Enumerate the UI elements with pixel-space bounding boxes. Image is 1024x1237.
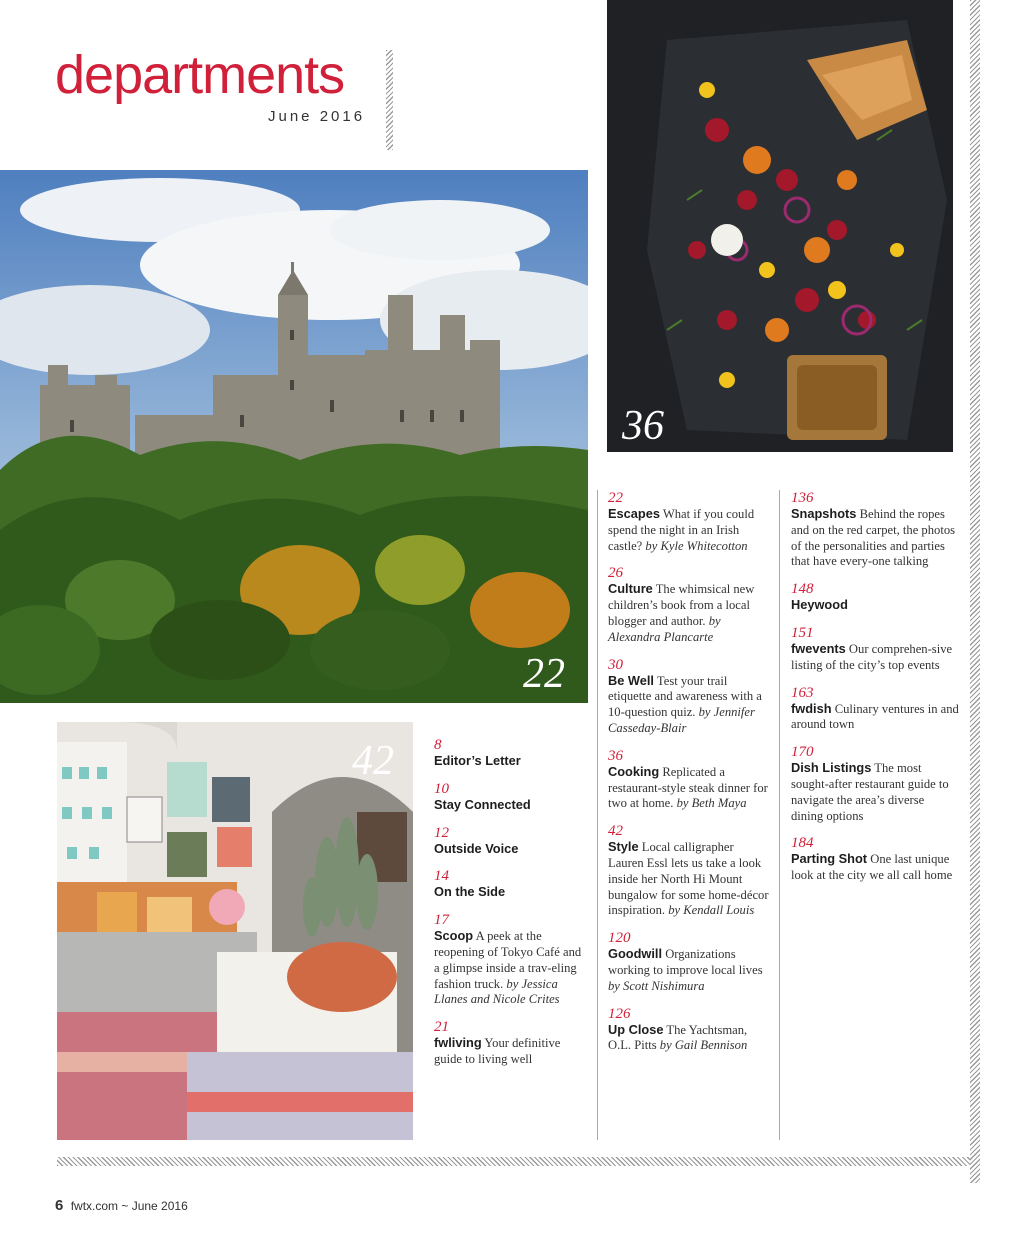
toc-department-name: Dish Listings (791, 760, 872, 776)
toc-page-number: 148 (791, 581, 814, 598)
toc-department-name: On the Side (434, 884, 506, 900)
footer-hatch-rule (57, 1157, 970, 1166)
toc-entry[interactable] (608, 930, 770, 994)
toc-description: A peek at the reopening of Tokyo Café and a glimpse inside a trav-eling fashion truck. (434, 929, 582, 991)
toc-entry[interactable] (791, 625, 959, 674)
toc-page-number: 136 (791, 490, 814, 506)
toc-department-name: fwevents (791, 640, 846, 656)
toc-description: The whimsical new children’s book from a local blogger and author. (608, 582, 755, 628)
toc-department-name: Snapshots (791, 506, 857, 521)
toc-department-name: fwdish (791, 700, 832, 716)
home-photo[interactable] (57, 722, 413, 1140)
footer-text: fwtx.com ~ June 2016 (70, 1199, 188, 1213)
food-illustration (607, 0, 953, 452)
toc-entry[interactable] (791, 835, 959, 884)
toc-department-name: Goodwill (608, 946, 663, 962)
toc-department-name: Scoop (434, 928, 474, 944)
toc-department-name: Culture (608, 581, 653, 597)
toc-department-name: Parting Shot (791, 851, 868, 867)
toc-department-name: Escapes (608, 506, 660, 521)
castle-page-number: 22 (523, 651, 565, 697)
toc-entry[interactable] (791, 685, 959, 734)
toc-entry[interactable] (791, 490, 959, 570)
toc-entry[interactable] (434, 781, 584, 814)
toc-page-number: 30 (608, 656, 623, 673)
column-divider-1 (597, 490, 598, 1140)
toc-byline: by Scott Nishimura (608, 978, 705, 993)
toc-byline: by Jennifer Casseday-Blair (608, 705, 755, 735)
home-illustration (57, 722, 413, 1140)
toc-page-number: 22 (608, 490, 623, 506)
toc-description: Replicated a restaurant-style steak dinner for two at home. (608, 764, 768, 811)
toc-page-number: 21 (434, 1019, 449, 1036)
toc-department-name: Outside Voice (434, 840, 519, 856)
toc-column-3 (791, 490, 959, 895)
issue-date: June 2016 (268, 108, 366, 125)
toc-description: Test your trail etiquette and awareness with a 10-question quiz. (608, 673, 762, 720)
toc-byline: by Gail Bennison (659, 1038, 748, 1053)
toc-department-name: Be Well (608, 672, 654, 688)
toc-description: Behind the ropes and on the red carpet, the photos of the personalities and parties that have every-one talking (791, 507, 956, 569)
toc-page-number: 10 (434, 780, 449, 797)
toc-page-number: 42 (608, 823, 623, 840)
toc-entry[interactable] (608, 1006, 770, 1055)
toc-page-number: 14 (434, 868, 449, 885)
toc-department-name: Stay Connected (434, 796, 531, 812)
toc-description: Culinary ventures in and around town (791, 701, 959, 732)
page-number: 6 (55, 1197, 64, 1214)
toc-entry[interactable] (608, 490, 770, 554)
castle-photo[interactable] (0, 170, 588, 703)
toc-department-name: Editor’s Letter (434, 753, 521, 768)
toc-entry[interactable] (434, 912, 584, 1008)
toc-byline: by Alexandra Plancarte (608, 613, 721, 644)
toc-description: Your definitive guide to living well (434, 1036, 561, 1066)
toc-department-name: Up Close (608, 1021, 664, 1037)
page-footer (55, 1197, 188, 1214)
toc-department-name: fwliving (434, 1035, 482, 1051)
toc-byline: by Kyle Whitecotton (645, 538, 748, 553)
toc-department-name: Cooking (608, 763, 660, 779)
toc-page-number: 8 (434, 737, 442, 753)
column-divider-2 (779, 490, 780, 1140)
toc-entry[interactable] (791, 581, 959, 614)
toc-description: Local calligrapher Lauren Essl lets us take a look inside her North Hi Mount bungalow for some home-décor inspiration. (608, 840, 769, 918)
toc-description: One last unique look at the city we all call home (791, 852, 953, 883)
toc-entry[interactable] (434, 868, 584, 901)
toc-byline: by Kendall Louis (668, 903, 755, 918)
toc-description: The most sought-after restaurant guide to navigate the area’s diverse dining options (791, 761, 949, 823)
toc-department-name: Heywood (791, 597, 848, 613)
food-page-number: 36 (622, 403, 664, 449)
toc-description: The Yachtsman, O.L. Pitts (608, 1022, 748, 1053)
home-page-number: 42 (352, 738, 394, 784)
toc-page-number: 36 (608, 747, 623, 764)
toc-column-2 (608, 490, 770, 1065)
toc-entry[interactable] (608, 823, 770, 919)
toc-byline: by Beth Maya (676, 796, 747, 811)
toc-entry[interactable] (434, 1019, 584, 1068)
toc-page-number: 170 (791, 744, 814, 761)
toc-page-number: 12 (434, 824, 449, 841)
toc-page-number: 26 (608, 565, 623, 582)
toc-page-number: 184 (791, 835, 814, 852)
header-hatch-divider (386, 50, 393, 150)
toc-entry[interactable] (434, 737, 584, 770)
toc-department-name: Style (608, 839, 639, 855)
toc-page-number: 126 (608, 1005, 631, 1022)
toc-byline: by Jessica Llanes and Nicole Crites (434, 976, 560, 1007)
toc-description: Organizations working to improve local lives (608, 947, 763, 977)
toc-column-1 (434, 737, 584, 1079)
toc-entry[interactable] (608, 657, 770, 737)
toc-entry[interactable] (791, 744, 959, 824)
toc-entry[interactable] (608, 565, 770, 645)
toc-description: What if you could spend the night in an Irish castle? (608, 507, 755, 553)
food-photo[interactable] (607, 0, 953, 452)
toc-page-number: 120 (608, 930, 631, 947)
right-edge-hatch (970, 0, 980, 1183)
toc-page-number: 17 (434, 912, 449, 929)
toc-entry[interactable] (608, 748, 770, 812)
toc-page-number: 163 (791, 684, 814, 701)
castle-illustration (0, 170, 588, 703)
page-title: departments (55, 45, 345, 105)
toc-entry[interactable] (434, 825, 584, 858)
toc-description: Our comprehen-sive listing of the city’s top events (791, 641, 953, 672)
toc-page-number: 151 (791, 624, 814, 641)
